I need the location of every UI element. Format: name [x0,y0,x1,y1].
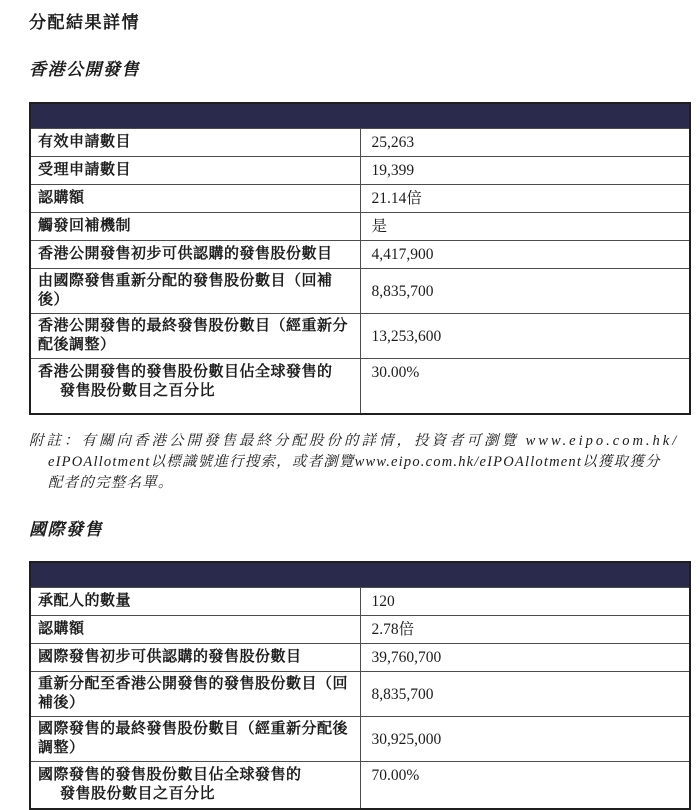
table-row [30,762,690,810]
row-value: 70.00% [360,762,690,810]
table-row [30,241,690,269]
page-title: 分配結果詳情 [29,13,140,32]
row-label-line1: 香港公開發售的發售股份數目佔全球發售的 [38,364,333,380]
row-label-line2: 發售股份數目之百分比 [60,383,216,399]
footnote-line: eIPOAllotment以標識號進行搜索，或者瀏覽www.eipo.com.hk/eIPOAllotment以獲取獲分 [48,454,661,470]
row-label: 國際發售的最終發售股份數目（經重新分配後調整） [30,717,360,762]
footnote [29,431,691,494]
table-row [30,717,690,762]
row-value: 13,253,600 [360,314,690,359]
row-value: 39,760,700 [360,644,690,672]
section-heading-hk-offering: 香港公開發售 [29,60,140,79]
footnote-text: 有關向香港公開發售最終分配股份的詳情，投資者可瀏覽 www.eipo.com.hk/ [81,433,680,449]
row-value: 2.78倍 [360,616,690,644]
table-header-band [30,103,690,129]
row-value: 120 [360,588,690,616]
table-row [30,644,690,672]
footnote-prefix: 附註： [29,433,82,449]
table-row [30,269,690,314]
row-label: 香港公開發售初步可供認購的發售股份數目 [30,241,360,269]
row-label: 承配人的數量 [30,588,360,616]
table-header-row [30,103,690,129]
table-header-row [30,562,690,588]
row-value: 30,925,000 [360,717,690,762]
row-value: 4,417,900 [360,241,690,269]
row-label [30,762,360,810]
row-value: 8,835,700 [360,269,690,314]
table-row [30,185,690,213]
row-label-line2: 發售股份數目之百分比 [60,786,216,802]
footnote-line [29,431,691,452]
table-header-band [30,562,690,588]
row-value: 19,399 [360,157,690,185]
row-label: 認購額 [30,185,360,213]
row-label: 國際發售初步可供認購的發售股份數目 [30,644,360,672]
row-value: 21.14倍 [360,185,690,213]
table-row [30,359,690,415]
table-row [30,129,690,157]
table-row [30,616,690,644]
table-row [30,672,690,717]
footnote-line: 配者的完整名單。 [48,475,174,491]
table-row [30,314,690,359]
row-label: 觸發回補機制 [30,213,360,241]
row-label [30,359,360,415]
row-value: 30.00% [360,359,690,415]
table-row [30,588,690,616]
row-label-line1: 國際發售的發售股份數目佔全球發售的 [38,767,302,783]
row-value: 25,263 [360,129,690,157]
table-row [30,157,690,185]
row-label: 香港公開發售的最終發售股份數目（經重新分配後調整） [30,314,360,359]
row-label: 由國際發售重新分配的發售股份數目（回補後） [30,269,360,314]
intl-offering-table [29,561,691,810]
row-value: 8,835,700 [360,672,690,717]
hk-offering-table [29,102,691,415]
row-label: 有效申請數目 [30,129,360,157]
table-row [30,213,690,241]
row-label: 重新分配至香港公開發售的發售股份數目（回補後） [30,672,360,717]
row-value: 是 [360,213,690,241]
row-label: 受理申請數目 [30,157,360,185]
row-label: 認購額 [30,616,360,644]
section-heading-intl-offering: 國際發售 [29,520,103,539]
